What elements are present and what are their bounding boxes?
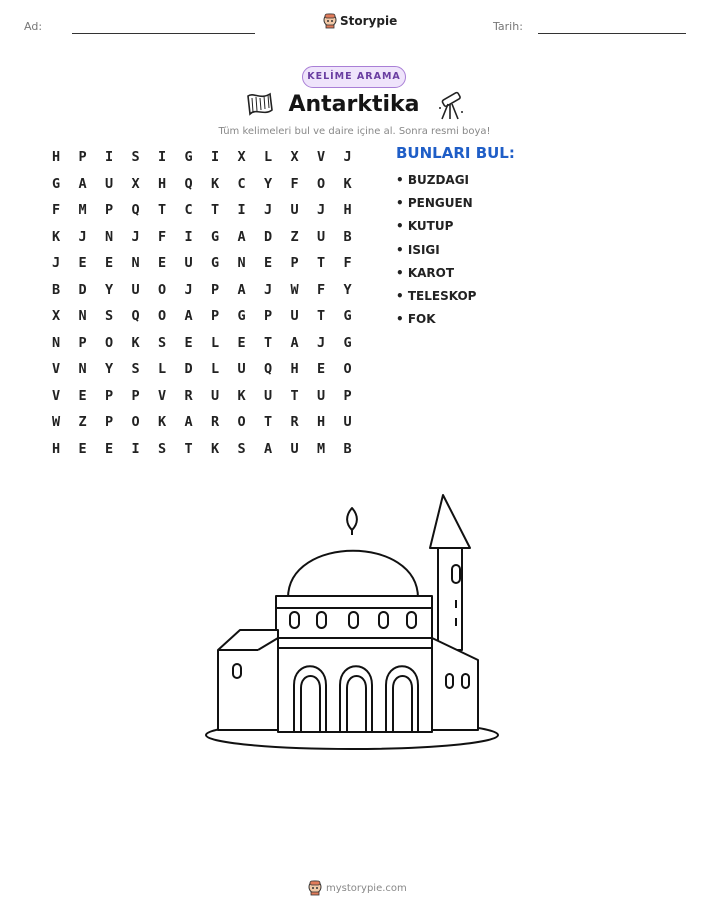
grid-letter[interactable]: T [317,308,326,324]
grid-letter[interactable]: G [52,175,61,192]
grid-letter[interactable]: E [78,440,87,457]
grid-row [52,307,370,334]
grid-letter[interactable]: X [290,149,299,165]
grid-letter[interactable]: K [343,175,352,192]
grid-letter[interactable]: I [158,149,167,165]
grid-letter[interactable]: K [158,414,167,430]
grid-letter[interactable]: B [343,228,352,245]
grid-letter[interactable]: A [237,228,246,245]
grid-letter[interactable]: N [105,228,114,245]
word-bank-list [396,171,476,333]
grid-row [52,413,370,440]
grid-letter[interactable]: A [184,414,193,430]
grid-letter[interactable]: G [343,308,352,324]
grid-row [52,281,370,308]
grid-letter[interactable]: L [211,361,220,377]
aurora-icon [244,90,276,122]
grid-letter[interactable]: N [78,361,87,377]
grid-letter[interactable]: P [211,308,220,324]
grid-letter[interactable]: U [237,361,246,377]
grid-letter[interactable]: P [290,255,299,271]
grid-letter[interactable]: W [52,414,61,430]
grid-letter[interactable]: V [317,149,326,165]
telescope-icon [434,88,466,122]
grid-letter[interactable]: G [211,255,220,271]
grid-letter[interactable]: A [290,334,299,351]
brand-name: Storypie [340,14,398,28]
grid-letter[interactable]: Q [131,202,140,218]
grid-row [52,440,370,467]
grid-letter[interactable]: T [264,414,273,430]
grid-letter[interactable]: A [237,281,246,298]
grid-letter[interactable]: Z [290,228,299,245]
word-bank-title: BUNLARI BUL: [396,144,515,162]
grid-letter[interactable]: A [264,440,273,457]
grid-letter[interactable]: F [317,281,326,298]
grid-letter[interactable]: J [184,281,193,298]
grid-letter[interactable]: O [317,175,326,192]
grid-letter[interactable]: S [131,149,140,165]
grid-row [52,201,370,228]
grid-row [52,387,370,414]
grid-letter[interactable]: E [78,255,87,271]
grid-letter[interactable]: H [158,175,167,192]
grid-letter[interactable]: J [317,202,326,218]
grid-letter[interactable]: K [131,334,140,351]
date-line [538,33,686,34]
grid-row [52,228,370,255]
grid-letter[interactable]: H [52,149,61,165]
grid-letter[interactable]: G [343,334,352,351]
word-bank-item: • PENGUEN [396,196,473,211]
grid-letter[interactable]: U [317,228,326,245]
grid-letter[interactable]: K [52,228,61,245]
footer-brand [308,880,407,896]
grid-letter[interactable]: U [290,440,299,457]
grid-letter[interactable]: T [158,202,167,218]
grid-letter[interactable]: E [78,387,87,404]
grid-letter[interactable]: F [52,202,61,218]
grid-letter[interactable]: U [264,387,273,404]
grid-letter[interactable]: N [52,334,61,351]
grid-letter[interactable]: P [264,308,273,324]
grid-letter[interactable]: E [237,334,246,351]
grid-letter[interactable]: C [184,202,193,218]
grid-letter[interactable]: K [211,175,220,192]
grid-letter[interactable]: P [105,202,114,218]
grid-letter[interactable]: E [317,361,326,377]
instructions-text: Tüm kelimeleri bul ve daire içine al. Sonra resmi boya! [218,126,491,137]
word-bank-item: • BUZDAGI [396,173,470,187]
grid-letter[interactable]: O [158,281,167,298]
grid-letter[interactable]: R [184,387,193,404]
grid-letter[interactable]: H [317,414,326,430]
grid-row [52,175,370,202]
grid-letter[interactable]: T [290,387,299,404]
grid-letter[interactable]: X [237,149,246,165]
grid-letter[interactable]: P [131,387,140,404]
grid-letter[interactable]: O [158,308,167,324]
grid-letter[interactable]: Y [105,281,114,298]
grid-letter[interactable]: T [184,440,193,457]
grid-letter[interactable]: D [264,228,273,245]
grid-letter[interactable]: S [158,334,167,351]
grid-letter[interactable]: N [131,255,140,271]
grid-letter[interactable]: E [158,255,167,271]
grid-letter[interactable]: W [290,281,299,298]
grid-letter[interactable]: F [290,175,299,192]
grid-letter[interactable]: Y [343,281,352,298]
grid-letter[interactable]: E [105,440,114,457]
name-label: Ad: [24,20,43,33]
grid-letter[interactable]: G [237,308,246,324]
grid-letter[interactable]: E [105,255,114,271]
word-search-grid [52,148,370,466]
grid-letter[interactable]: I [131,440,140,457]
grid-letter[interactable]: O [343,361,352,377]
grid-letter[interactable]: H [52,440,61,457]
date-label: Tarih: [493,20,523,33]
name-line [72,33,255,34]
grid-letter[interactable]: M [317,440,326,457]
grid-letter[interactable]: T [317,255,326,271]
grid-letter[interactable]: L [264,149,273,165]
grid-letter[interactable]: J [52,255,61,271]
grid-letter[interactable]: S [105,308,114,324]
grid-letter[interactable]: U [290,308,299,324]
grid-letter[interactable]: P [105,387,114,404]
grid-letter[interactable]: B [343,440,352,457]
grid-letter[interactable]: D [184,361,193,377]
grid-letter[interactable]: U [290,202,299,218]
page-title: Antarktika [288,92,420,117]
grid-letter[interactable]: U [105,175,114,192]
grid-letter[interactable]: V [158,387,167,404]
grid-letter[interactable]: Z [78,414,87,430]
grid-letter[interactable]: A [78,175,87,192]
word-bank-item: • KAROT [396,265,455,280]
grid-letter[interactable]: L [158,361,167,377]
grid-letter[interactable]: Y [105,361,114,377]
grid-letter[interactable]: H [290,361,299,377]
grid-letter[interactable]: N [78,308,87,324]
grid-letter[interactable]: S [237,440,246,457]
grid-letter[interactable]: N [237,255,246,271]
storypie-mascot-icon [308,880,322,896]
grid-letter[interactable]: Y [264,175,273,192]
grid-letter[interactable]: I [211,149,220,165]
footer-url[interactable]: mystorypie.com [326,882,407,894]
grid-letter[interactable]: U [211,387,220,404]
grid-letter[interactable]: V [52,361,61,377]
grid-letter[interactable]: T [264,334,273,351]
grid-letter[interactable]: E [184,334,193,351]
grid-letter[interactable]: T [211,202,220,218]
grid-letter[interactable]: J [317,334,326,351]
grid-letter[interactable]: P [105,414,114,430]
grid-letter[interactable]: U [184,255,193,271]
grid-letter[interactable]: D [78,281,87,298]
grid-letter[interactable]: S [131,361,140,377]
grid-letter[interactable]: P [343,387,352,404]
grid-letter[interactable]: B [52,281,61,298]
worksheet-type-badge: KELİME ARAMA [302,66,406,88]
grid-letter[interactable]: U [343,414,352,430]
grid-letter[interactable]: K [211,440,220,457]
word-bank-item: • KUTUP [396,219,454,234]
grid-letter[interactable]: F [343,255,352,271]
grid-letter[interactable]: H [343,202,352,218]
grid-letter[interactable]: J [264,281,273,298]
grid-letter[interactable]: G [211,228,220,245]
grid-letter[interactable]: P [78,334,87,351]
grid-letter[interactable]: E [264,255,273,271]
grid-letter[interactable]: I [237,202,246,218]
grid-row [52,254,370,281]
grid-letter[interactable]: O [105,334,114,351]
grid-letter[interactable]: Q [131,308,140,324]
grid-letter[interactable]: O [237,414,246,430]
grid-letter[interactable]: P [211,281,220,298]
grid-letter[interactable]: U [131,281,140,298]
word-bank-item: • ISIGI [396,242,440,257]
grid-row [52,360,370,387]
grid-letter[interactable]: P [78,149,87,165]
grid-letter[interactable]: U [317,387,326,404]
grid-letter[interactable]: Q [184,175,193,192]
grid-letter[interactable]: J [264,202,273,218]
mosque-coloring-illustration [200,490,510,755]
grid-letter[interactable]: J [78,228,87,245]
grid-letter[interactable]: M [78,202,87,218]
grid-letter[interactable]: K [237,387,246,404]
grid-letter[interactable]: A [184,308,193,324]
grid-letter[interactable]: L [211,334,220,351]
brand-logo [323,13,397,29]
grid-row [52,334,370,361]
grid-letter[interactable]: I [184,228,193,245]
grid-row [52,148,370,175]
grid-letter[interactable]: I [105,149,114,165]
grid-letter[interactable]: R [211,414,220,430]
grid-letter[interactable]: J [343,149,352,165]
grid-letter[interactable]: R [290,414,299,430]
grid-letter[interactable]: X [52,308,61,324]
grid-letter[interactable]: C [237,175,246,192]
grid-letter[interactable]: J [131,228,140,245]
grid-letter[interactable]: Q [264,361,273,377]
storypie-mascot-icon [323,13,337,29]
grid-letter[interactable]: X [131,175,140,192]
grid-letter[interactable]: S [158,440,167,457]
grid-letter[interactable]: O [131,414,140,430]
word-bank-item: • TELESKOP [396,288,477,303]
grid-letter[interactable]: G [184,149,193,165]
grid-letter[interactable]: V [52,387,61,404]
grid-letter[interactable]: F [158,228,167,245]
word-bank-item: • FOK [396,312,436,327]
